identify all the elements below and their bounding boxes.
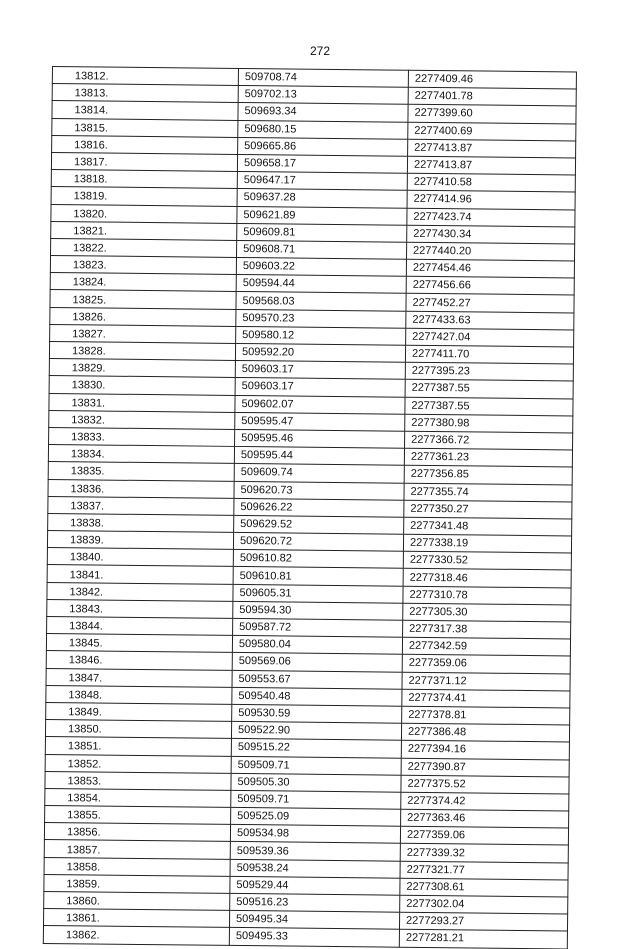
easting-cell: 509693.34 [238, 103, 408, 122]
point-number-cell: 13849. [46, 702, 232, 721]
northing-cell: 2277409.46 [408, 70, 576, 89]
easting-cell: 509610.81 [233, 567, 403, 586]
easting-cell: 509605.31 [233, 584, 403, 603]
point-number-cell: 13860. [44, 891, 230, 910]
easting-cell: 509525.09 [231, 807, 401, 826]
northing-cell: 2277375.52 [401, 775, 569, 794]
northing-cell: 2277387.55 [405, 397, 573, 416]
easting-cell: 509621.89 [237, 206, 407, 225]
point-number-cell: 13815. [52, 118, 238, 137]
easting-cell: 509608.71 [237, 240, 407, 259]
point-number-cell: 13854. [45, 788, 231, 807]
point-number-cell: 13822. [51, 238, 237, 257]
easting-cell: 509592.20 [235, 343, 405, 362]
point-number-cell: 13830. [49, 376, 235, 395]
point-number-cell: 13861. [43, 909, 229, 928]
point-number-cell: 13816. [52, 135, 238, 154]
easting-cell: 509658.17 [237, 154, 407, 173]
northing-cell: 2277305.30 [403, 603, 571, 622]
easting-cell: 509665.86 [238, 137, 408, 156]
easting-cell: 509620.73 [234, 481, 404, 500]
easting-cell: 509495.33 [229, 928, 399, 947]
easting-cell: 509626.22 [234, 498, 404, 517]
easting-cell: 509580.12 [236, 326, 406, 345]
point-number-cell: 13814. [52, 101, 238, 120]
northing-cell: 2277341.48 [404, 517, 572, 536]
easting-cell: 509595.46 [235, 429, 405, 448]
easting-cell: 509595.47 [235, 412, 405, 431]
point-number-cell: 13820. [51, 204, 237, 223]
easting-cell: 509522.90 [231, 722, 401, 741]
northing-cell: 2277394.16 [401, 741, 569, 760]
northing-cell: 2277318.46 [403, 569, 571, 588]
easting-cell: 509534.98 [230, 825, 400, 844]
northing-cell: 2277430.34 [407, 225, 575, 244]
easting-cell: 509647.17 [237, 172, 407, 191]
easting-cell: 509609.81 [237, 223, 407, 242]
point-number-cell: 13834. [48, 445, 234, 464]
point-number-cell: 13826. [50, 307, 236, 326]
point-number-cell: 13859. [44, 874, 230, 893]
easting-cell: 509702.13 [238, 86, 408, 105]
point-number-cell: 13827. [50, 324, 236, 343]
point-number-cell: 13828. [49, 341, 235, 360]
northing-cell: 2277310.78 [403, 586, 571, 605]
northing-cell: 2277440.20 [406, 242, 574, 261]
easting-cell: 509594.44 [236, 275, 406, 294]
point-number-cell: 13862. [43, 926, 229, 945]
easting-cell: 509620.72 [233, 532, 403, 551]
easting-cell: 509509.71 [231, 790, 401, 809]
northing-cell: 2277374.42 [401, 792, 569, 811]
point-number-cell: 13832. [49, 410, 235, 429]
northing-cell: 2277433.63 [406, 311, 574, 330]
point-number-cell: 13842. [47, 582, 233, 601]
easting-cell: 509580.04 [232, 636, 402, 655]
point-number-cell: 13829. [49, 359, 235, 378]
point-number-cell: 13819. [51, 187, 237, 206]
coordinate-table [43, 66, 577, 949]
point-number-cell: 13823. [50, 256, 236, 275]
northing-cell: 2277359.06 [402, 655, 570, 674]
northing-cell: 2277410.58 [407, 173, 575, 192]
northing-cell: 2277342.59 [402, 637, 570, 656]
point-number-cell: 13835. [48, 462, 234, 481]
point-number-cell: 13852. [45, 754, 231, 773]
point-number-cell: 13843. [47, 599, 233, 618]
point-number-cell: 13825. [50, 290, 236, 309]
coordinate-table-body [43, 67, 576, 949]
point-number-cell: 13837. [48, 496, 234, 515]
point-number-cell: 13833. [49, 427, 235, 446]
northing-cell: 2277386.48 [401, 723, 569, 742]
northing-cell: 2277356.85 [404, 466, 572, 485]
easting-cell: 509530.59 [232, 704, 402, 723]
point-number-cell: 13855. [45, 806, 231, 825]
northing-cell: 2277380.98 [405, 414, 573, 433]
easting-cell: 509568.03 [236, 292, 406, 311]
northing-cell: 2277454.46 [406, 259, 574, 278]
easting-cell: 509610.82 [233, 550, 403, 569]
coordinate-table-wrapper [43, 66, 577, 949]
northing-cell: 2277413.87 [407, 156, 575, 175]
northing-cell: 2277456.66 [406, 276, 574, 295]
northing-cell: 2277330.52 [403, 551, 571, 570]
northing-cell: 2277374.41 [402, 689, 570, 708]
northing-cell: 2277423.74 [407, 208, 575, 227]
easting-cell: 509539.36 [230, 842, 400, 861]
easting-cell: 509594.30 [233, 601, 403, 620]
northing-cell: 2277399.60 [408, 105, 576, 124]
easting-cell: 509538.24 [230, 859, 400, 878]
point-number-cell: 13838. [48, 513, 234, 532]
point-number-cell: 13844. [47, 616, 233, 635]
easting-cell: 509587.72 [233, 618, 403, 637]
point-number-cell: 13813. [52, 84, 238, 103]
northing-cell: 2277281.21 [399, 930, 567, 949]
easting-cell: 509515.22 [231, 739, 401, 758]
northing-cell: 2277338.19 [403, 534, 571, 553]
point-number-cell: 13817. [51, 152, 237, 171]
northing-cell: 2277395.23 [405, 362, 573, 381]
page-number: 272 [309, 44, 331, 58]
northing-cell: 2277414.96 [407, 191, 575, 210]
northing-cell: 2277339.32 [400, 844, 568, 863]
northing-cell: 2277401.78 [408, 87, 576, 106]
northing-cell: 2277371.12 [402, 672, 570, 691]
northing-cell: 2277400.69 [408, 122, 576, 141]
easting-cell: 509603.17 [235, 378, 405, 397]
easting-cell: 509569.06 [232, 653, 402, 672]
easting-cell: 509637.28 [237, 189, 407, 208]
northing-cell: 2277390.87 [401, 758, 569, 777]
point-number-cell: 13836. [48, 479, 234, 498]
northing-cell: 2277359.06 [400, 826, 568, 845]
easting-cell: 509495.34 [229, 911, 399, 930]
northing-cell: 2277308.61 [400, 878, 568, 897]
point-number-cell: 13857. [44, 840, 230, 859]
northing-cell: 2277452.27 [406, 294, 574, 313]
northing-cell: 2277355.74 [404, 483, 572, 502]
northing-cell: 2277363.46 [401, 809, 569, 828]
easting-cell: 509516.23 [230, 893, 400, 912]
northing-cell: 2277427.04 [406, 328, 574, 347]
point-number-cell: 13856. [44, 823, 230, 842]
point-number-cell: 13841. [47, 565, 233, 584]
point-number-cell: 13821. [51, 221, 237, 240]
northing-cell: 2277302.04 [400, 895, 568, 914]
easting-cell: 509609.74 [234, 464, 404, 483]
easting-cell: 509540.48 [232, 687, 402, 706]
point-number-cell: 13818. [51, 170, 237, 189]
point-number-cell: 13853. [45, 771, 231, 790]
point-number-cell: 13812. [52, 67, 238, 86]
easting-cell: 509680.15 [238, 120, 408, 139]
easting-cell: 509708.74 [238, 68, 408, 87]
northing-cell: 2277387.55 [405, 380, 573, 399]
easting-cell: 509603.22 [236, 258, 406, 277]
point-number-cell: 13846. [46, 651, 232, 670]
point-number-cell: 13850. [45, 720, 231, 739]
point-number-cell: 13851. [45, 737, 231, 756]
northing-cell: 2277350.27 [404, 500, 572, 519]
easting-cell: 509570.23 [236, 309, 406, 328]
easting-cell: 509629.52 [234, 515, 404, 534]
easting-cell: 509602.07 [235, 395, 405, 414]
northing-cell: 2277361.23 [404, 448, 572, 467]
northing-cell: 2277366.72 [405, 431, 573, 450]
point-number-cell: 13845. [46, 634, 232, 653]
easting-cell: 509505.30 [231, 773, 401, 792]
northing-cell: 2277321.77 [400, 861, 568, 880]
easting-cell: 509509.71 [231, 756, 401, 775]
northing-cell: 2277411.70 [405, 345, 573, 364]
easting-cell: 509603.17 [235, 361, 405, 380]
northing-cell: 2277317.38 [403, 620, 571, 639]
easting-cell: 509595.44 [234, 447, 404, 466]
northing-cell: 2277293.27 [399, 912, 567, 931]
northing-cell: 2277378.81 [402, 706, 570, 725]
point-number-cell: 13847. [46, 668, 232, 687]
point-number-cell: 13858. [44, 857, 230, 876]
point-number-cell: 13840. [47, 548, 233, 567]
point-number-cell: 13848. [46, 685, 232, 704]
northing-cell: 2277413.87 [408, 139, 576, 158]
point-number-cell: 13824. [50, 273, 236, 292]
easting-cell: 509529.44 [230, 876, 400, 895]
easting-cell: 509553.67 [232, 670, 402, 689]
point-number-cell: 13839. [47, 531, 233, 550]
point-number-cell: 13831. [49, 393, 235, 412]
